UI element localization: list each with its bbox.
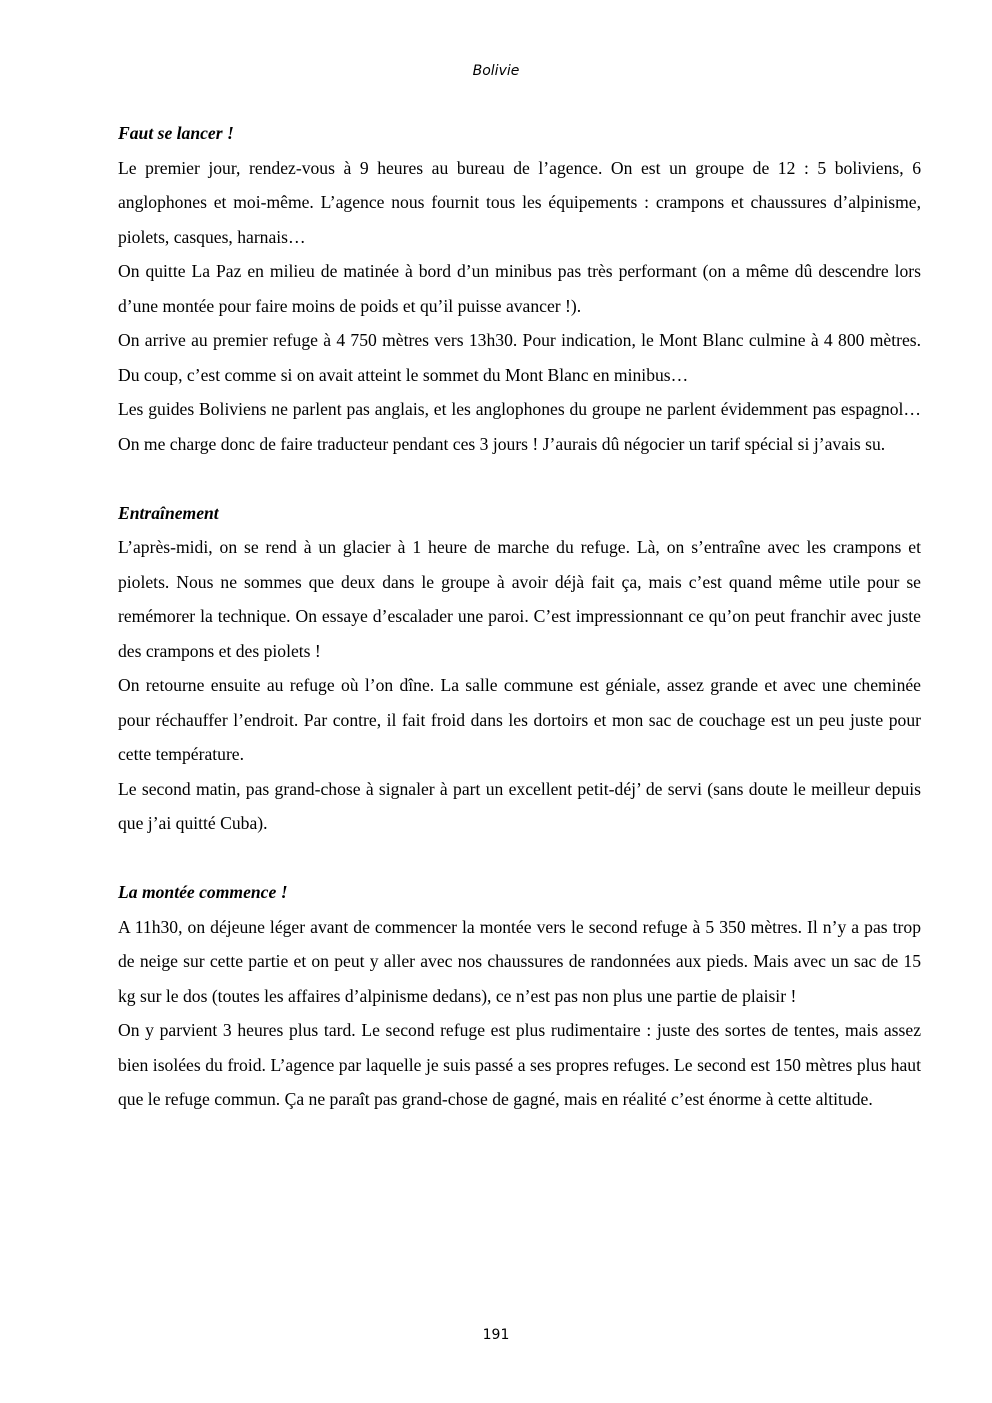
- page-body: [118, 116, 921, 1117]
- section-title: Faut se lancer !: [118, 123, 234, 143]
- paragraph: On quitte La Paz en milieu de matinée à bord d’un minibus pas très performant (on a même dû descendre lors d’une montée pour faire moins de poids et qu’il puisse avancer !).: [118, 261, 921, 316]
- section-la-montee-commence: [118, 875, 921, 1117]
- paragraph: On y parvient 3 heures plus tard. Le second refuge est plus rudimentaire : juste des sortes de tentes, mais assez bien isolées du froid. L’agence par laquelle je suis passé a ses propres refuges. Le second est 150 mètres plus haut que le refuge commun. Ça ne paraît pas grand-chose de gagné, mais en réalité c’est énorme à cette altitude.: [118, 1020, 921, 1109]
- page-number: 191: [482, 1327, 510, 1343]
- paragraph: Le second matin, pas grand-chose à signaler à part un excellent petit-déj’ de servi (sans doute le meilleur depuis que j’ai quitté Cuba).: [118, 778, 921, 833]
- paragraph: On arrive au premier refuge à 4 750 mètres vers 13h30. Pour indication, le Mont Blanc culmine à 4 800 mètres. Du coup, c’est comme si on avait atteint le sommet du Mont Blanc en minibus…: [118, 330, 921, 385]
- paragraph: Le premier jour, rendez-vous à 9 heures au bureau de l’agence. On est un groupe de 12 : 5 boliviens, 6 anglophones et moi-même. L’agence nous fournit tous les équipements : crampons et chaussures d’alpinisme, piolets, casques, harnais…: [118, 157, 921, 247]
- paragraph: L’après-midi, on se rend à un glacier à 1 heure de marche du refuge. Là, on s’entraîne avec les crampons et piolets. Nous ne sommes que deux dans le groupe à avoir déjà fait ça, mais c’est quand même utile pour se remémorer la technique. On essaye d’escalader une paroi. C’est impressionnant ce qu’on peut franchir avec juste des crampons et des piolets !: [118, 537, 921, 661]
- paragraph: A 11h30, on déjeune léger avant de commencer la montée vers le second refuge à 5 350 mètres. Il n’y a pas trop de neige sur cette partie et on peut y aller avec nos chaussures de randonnées aux pieds. Mais avec un sac de 15 kg sur le dos (toutes les affaires d’alpinisme dedans), ce n’est pas non plus une partie de plaisir !: [118, 916, 921, 1006]
- section-title: La montée commence !: [118, 882, 288, 902]
- section-faut-se-lancer: [118, 116, 921, 461]
- section-title: Entraînement: [118, 502, 219, 523]
- paragraph: Les guides Boliviens ne parlent pas anglais, et les anglophones du groupe ne parlent évidemment pas espagnol… On me charge donc de faire traducteur pendant ces 3 jours ! J’aurais dû négocier un tarif spécial si j’avais su.: [118, 399, 921, 454]
- running-header: Bolivie: [472, 63, 520, 79]
- paragraph: On retourne ensuite au refuge où l’on dîne. La salle commune est géniale, assez grande et avec une cheminée pour réchauffer l’endroit. Par contre, il fait froid dans les dortoirs et mon sac de couchage est un peu juste pour cette température.: [118, 675, 921, 764]
- section-entrainement: [118, 496, 921, 841]
